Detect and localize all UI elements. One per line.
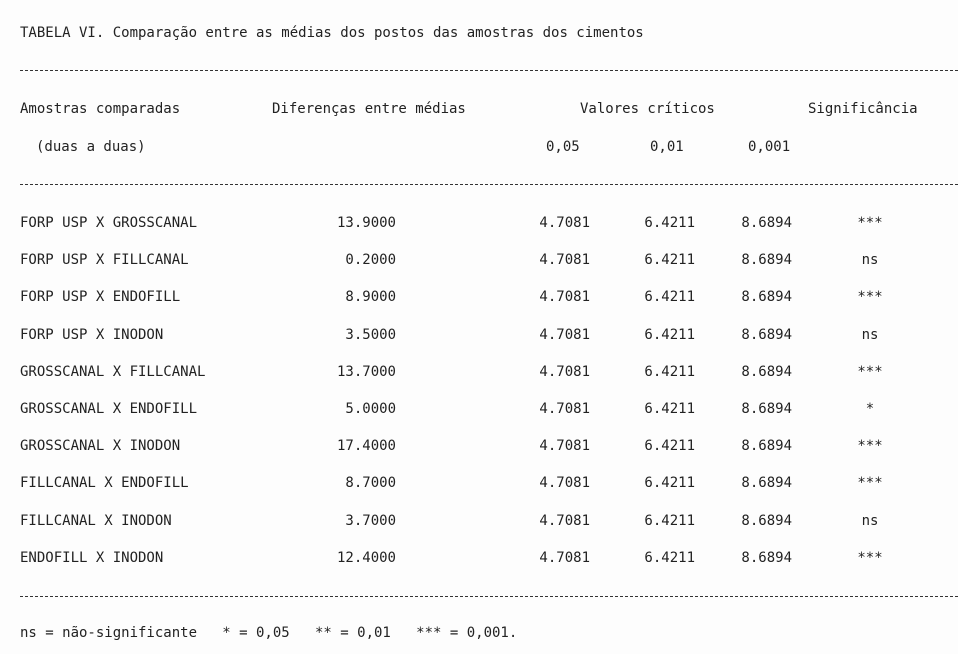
header-cv-001: 0,01 [650,139,684,155]
cell-difference: 13.9000 [336,215,396,231]
cell-cv-005: 4.7081 [539,438,590,454]
cell-comparison: FILLCANAL X ENDOFILL [20,475,189,491]
cell-cv-005: 4.7081 [539,364,590,380]
header-significance: Significância [808,101,918,117]
cell-comparison: FILLCANAL X INODON [20,513,172,529]
cell-cv-001: 6.4211 [644,289,695,305]
cell-difference: 3.7000 [345,513,396,529]
cell-cv-0001: 8.6894 [741,364,792,380]
cell-difference: 8.9000 [345,289,396,305]
cell-cv-0001: 8.6894 [741,327,792,343]
bottom-rule [20,596,958,597]
cell-comparison: GROSSCANAL X ENDOFILL [20,401,198,417]
cell-cv-0001: 8.6894 [741,475,792,491]
cell-significance: ns [861,513,879,529]
cell-cv-001: 6.4211 [644,215,695,231]
cell-cv-0001: 8.6894 [741,550,792,566]
cell-cv-001: 6.4211 [644,327,695,343]
cell-cv-001: 6.4211 [644,438,695,454]
cell-difference: 0.2000 [345,252,396,268]
cell-cv-0001: 8.6894 [741,215,792,231]
cell-difference: 5.0000 [345,401,396,417]
cell-significance: ns [861,252,879,268]
cell-cv-001: 6.4211 [644,401,695,417]
cell-comparison: ENDOFILL X INODON [20,550,164,566]
cell-difference: 17.4000 [336,438,396,454]
footnote: ns = não-significante * = 0,05 ** = 0,01 *** = 0,001. [20,625,518,641]
cell-difference: 13.7000 [336,364,396,380]
cell-difference: 12.4000 [336,550,396,566]
cell-cv-005: 4.7081 [539,401,590,417]
cell-comparison: GROSSCANAL X FILLCANAL [20,364,206,380]
header-rule [20,184,958,185]
cell-comparison: FORP USP X ENDOFILL [20,289,181,305]
cell-cv-0001: 8.6894 [741,513,792,529]
cell-cv-005: 4.7081 [539,475,590,491]
header-critical-values: Valores críticos [580,101,715,117]
header-cv-005: 0,05 [546,139,580,155]
cell-comparison: FORP USP X INODON [20,327,164,343]
cell-significance: ns [861,327,879,343]
cell-cv-0001: 8.6894 [741,289,792,305]
cell-comparison: GROSSCANAL X INODON [20,438,181,454]
cell-cv-001: 6.4211 [644,252,695,268]
cell-cv-005: 4.7081 [539,289,590,305]
header-samples: Amostras comparadas [20,101,181,117]
cell-significance: *** [857,550,883,566]
cell-cv-005: 4.7081 [539,327,590,343]
header-differences: Diferenças entre médias [272,101,466,117]
cell-significance: *** [857,364,883,380]
header-cv-0001: 0,001 [748,139,791,155]
header-samples-sub: (duas a duas) [36,139,146,155]
cell-cv-005: 4.7081 [539,550,590,566]
cell-comparison: FORP USP X FILLCANAL [20,252,189,268]
cell-significance: *** [857,215,883,231]
cell-significance: *** [857,289,883,305]
cell-cv-001: 6.4211 [644,475,695,491]
cell-difference: 8.7000 [345,475,396,491]
top-rule [20,70,958,71]
table-title: TABELA VI. Comparação entre as médias dos postos das amostras dos cimentos [20,25,644,41]
cell-cv-0001: 8.6894 [741,252,792,268]
cell-significance: * [865,401,875,417]
cell-comparison: FORP USP X GROSSCANAL [20,215,198,231]
cell-cv-001: 6.4211 [644,364,695,380]
cell-cv-005: 4.7081 [539,215,590,231]
cell-cv-001: 6.4211 [644,513,695,529]
cell-significance: *** [857,475,883,491]
cell-cv-005: 4.7081 [539,252,590,268]
cell-cv-001: 6.4211 [644,550,695,566]
cell-cv-005: 4.7081 [539,513,590,529]
cell-significance: *** [857,438,883,454]
cell-difference: 3.5000 [345,327,396,343]
cell-cv-0001: 8.6894 [741,438,792,454]
cell-cv-0001: 8.6894 [741,401,792,417]
